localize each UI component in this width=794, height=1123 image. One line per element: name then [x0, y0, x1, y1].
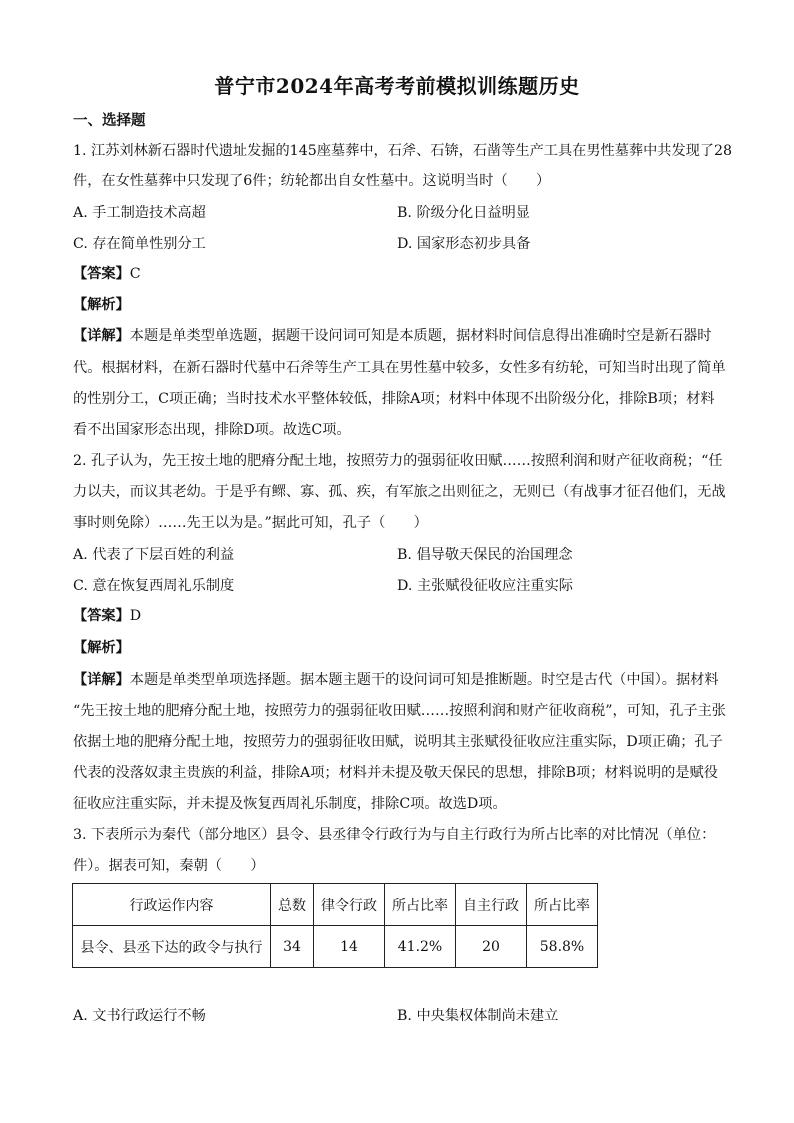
- q2-stem-line-2: 力以夫，而议其老幼。于是乎有鳏、寡、孤、疾，有军旅之出则征之，无则已（有战事才征召他们，无战: [73, 484, 726, 500]
- detail-text: 本题是单类型单选题，据题干设问词可知是本质题，据材料时间信息得出准确时空是新石器时: [129, 328, 712, 344]
- q1-detail-line-2: 代。根据材料，在新石器时代墓中石斧等生产工具在男性墓中较多，女性多有纺轮，可知当时出现了简单: [73, 360, 726, 376]
- answer-value: D: [129, 608, 142, 624]
- q2-stem-line-3: 事时则免除）……先王以为是。”据此可知，孔子（ ）: [73, 515, 428, 531]
- q2-answer: [73, 606, 723, 626]
- q3-option-b: B. 中央集权体制尚未建立: [397, 1008, 559, 1024]
- q3-option-a: A. 文书行政运行不畅: [73, 1008, 206, 1024]
- table-header-cell: 所占比率: [527, 884, 598, 926]
- table-header-cell: 行政运作内容: [73, 884, 271, 926]
- table-cell: 县令、县丞下达的政令与执行: [73, 926, 271, 968]
- table-header-cell: 总数: [271, 884, 314, 926]
- analysis-label: 【解析】: [73, 640, 130, 656]
- table-header-cell: 所占比率: [385, 884, 456, 926]
- answer-label: 【答案】: [73, 266, 130, 282]
- q2-analysis-label: [73, 638, 723, 658]
- q2-option-b: B. 倡导敬天保民的治国理念: [397, 547, 573, 563]
- table-header-row: [73, 884, 598, 926]
- q3-stem-line-2: 件）。据表可知，秦朝（ ）: [73, 858, 265, 874]
- table-header-cell: 自主行政: [456, 884, 527, 926]
- q2-option-c: C. 意在恢复西周礼乐制度: [73, 578, 235, 594]
- q1-option-a: A. 手工制造技术高超: [73, 205, 206, 221]
- section-heading: 一、选择题: [73, 112, 146, 129]
- q2-stem-line-1: 2. 孔子认为，先王按土地的肥瘠分配土地，按照劳力的强弱征收田赋……按照利润和财产征收商税；“任: [73, 453, 723, 469]
- page-title: 普宁市2024年高考考前模拟训练题历史: [214, 74, 580, 98]
- q2-detail-line-1: [73, 670, 723, 690]
- q2-detail-line-3: 依据土地的肥瘠分配土地，按照劳力的强弱征收田赋，说明其主张赋役征收应注重实际，D项正确；孔子: [73, 734, 723, 750]
- data-table: [72, 883, 598, 968]
- q2-option-d: D. 主张赋役征收应注重实际: [397, 578, 573, 594]
- q1-stem-line-2: 件，在女性墓葬中只发现了6件；纺轮都出自女性墓中。这说明当时（ ）: [73, 173, 551, 189]
- table-cell: 58.8%: [527, 926, 598, 968]
- detail-label: 【详解】: [73, 672, 130, 688]
- q2-detail-line-5: 征收应注重实际，并未提及恢复西周礼乐制度，排除C项。故选D项。: [73, 796, 507, 812]
- q1-option-d: D. 国家形态初步具备: [397, 236, 531, 252]
- q2-detail-line-4: 代表的没落奴隶主贵族的利益，排除A项；材料并未提及敬天保民的思想，排除B项；材料说明的是赋役: [73, 765, 718, 781]
- q2-detail-line-2: “先王按土地的肥瘠分配土地，按照劳力的强弱征收田赋……按照利润和财产征收商税”，可知，孔子主张: [73, 703, 726, 719]
- table-cell: 41.2%: [385, 926, 456, 968]
- table-header-cell: 律令行政: [314, 884, 385, 926]
- table-cell: 14: [314, 926, 385, 968]
- answer-label: 【答案】: [73, 608, 130, 624]
- q1-option-c: C. 存在简单性别分工: [73, 236, 206, 252]
- answer-value: C: [129, 266, 141, 282]
- q1-detail-line-4: 看不出国家形态出现，排除D项。故选C项。: [73, 422, 351, 438]
- q3-stem-line-1: 3. 下表所示为秦代（部分地区）县令、县丞律令行政行为与自主行政行为所占比率的对比情况（单位：: [73, 827, 716, 843]
- q1-stem-line-1: 1. 江苏刘林新石器时代遗址发掘的145座墓葬中，石斧、石锛，石凿等生产工具在男性墓葬中共发现了28: [73, 143, 733, 159]
- analysis-label: 【解析】: [73, 297, 130, 313]
- q2-option-a: A. 代表了下层百姓的利益: [73, 547, 235, 563]
- table-cell: 20: [456, 926, 527, 968]
- q1-answer: [73, 264, 723, 284]
- table-row: [73, 926, 598, 968]
- q1-analysis-label: [73, 295, 723, 315]
- table-cell: 34: [271, 926, 314, 968]
- q1-detail-line-3: 的性别分工，C项正确；当时技术水平整体较低，排除A项；材料中体现不出阶级分化，排除B项；材料: [73, 391, 715, 407]
- detail-text: 本题是单类型单项选择题。据本题主题干的设问词可知是推断题。时空是古代（中国）。据材料: [129, 672, 719, 688]
- q1-option-b: B. 阶级分化日益明显: [397, 205, 530, 221]
- q1-detail-line-1: [73, 326, 723, 346]
- detail-label: 【详解】: [73, 328, 130, 344]
